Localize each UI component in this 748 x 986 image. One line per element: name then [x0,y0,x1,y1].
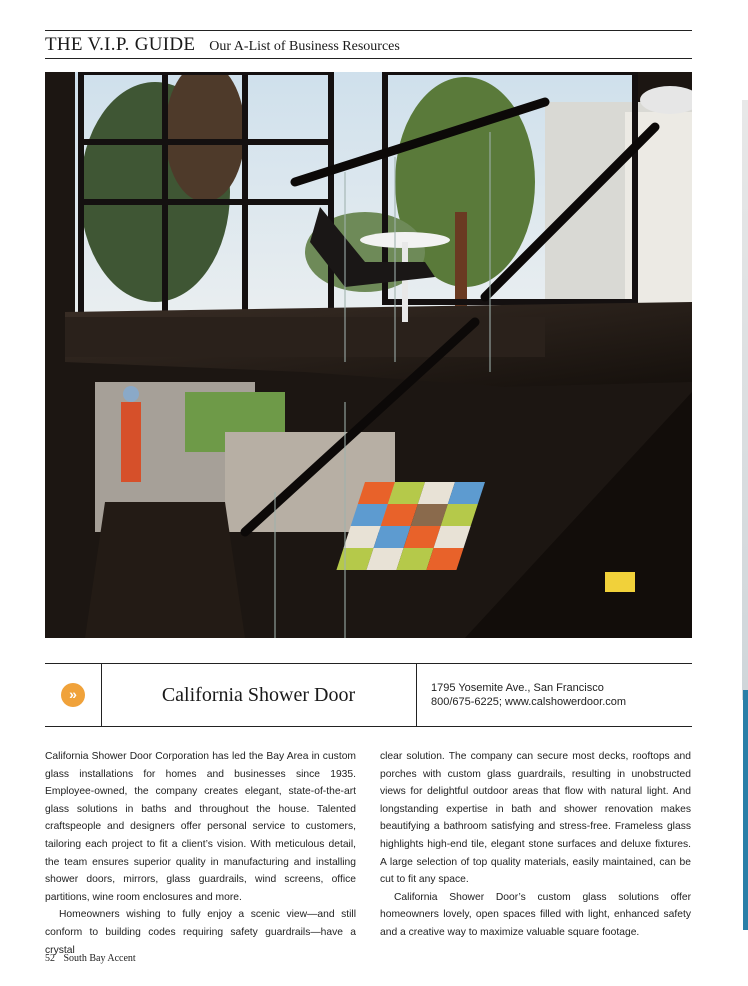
business-name: California Shower Door [161,683,356,706]
listing-divider [416,664,417,726]
business-address: 1795 Yosemite Ave., San Francisco [431,682,604,694]
guide-subtitle: Our A-List of Business Resources [209,39,400,54]
article-paragraph: California Shower Door Corporation has led the Bay Area in custom glass installations for homes and businesses since 1935. Employee-owned, the company creates elegant, state-of-the-art glass solutions in baths and throughout the house. Talented craftspeople and designers offer personal service to customers, tailoring each project to fit a client’s vision. With meticulous detail, the team ensures superior quality in manufacturing and installing shower doors, mirrors, glass guardrails, wind screens, office partitions, wine room enclosures and more. [45,751,356,903]
header-bottom-rule [45,58,692,59]
guide-title: THE V.I.P. GUIDE [45,34,196,55]
business-contact-block [431,681,626,709]
page-footer [45,953,136,964]
business-phone-web[interactable]: 800/675-6225; www.calshowerdoor.com [431,696,627,708]
publication-name: South Bay Accent [63,953,136,964]
page-number: 52 [45,953,55,964]
page-edge-accent [743,690,748,930]
article-paragraph: clear solution. The company can secure most decks, rooftops and porches with custom glass guardrails, resulting in unobstructed views for delightful outdoor areas that flow with natural light. And longstanding expertise in bath and shower renovation makes beautifying a bathroom satisfying and stress-free. Frameless glass highlights high-end tile, elegant stone surfaces and deluxe fixtures. A large selection of top quality materials, easily maintained, can be cut to fit any space. [380,751,691,886]
article-column-right [380,748,691,942]
article-paragraph: Homeowners wishing to fully enjoy a scenic view—and still conform to building codes requiring safety guardrails—have a crystal [45,909,356,956]
article-paragraph: California Shower Door’s custom glass solutions offer homeowners lovely, open spaces filled with light, enhanced safety and a creative way to maximize valuable square footage. [380,891,691,938]
page-edge-strip [742,100,748,700]
chevron-right-icon: » [61,683,85,707]
article-column-left [45,748,356,959]
header-top-rule [45,30,692,31]
business-listing [45,663,692,727]
guide-header [45,34,692,58]
interior-staircase-photo [45,72,692,638]
